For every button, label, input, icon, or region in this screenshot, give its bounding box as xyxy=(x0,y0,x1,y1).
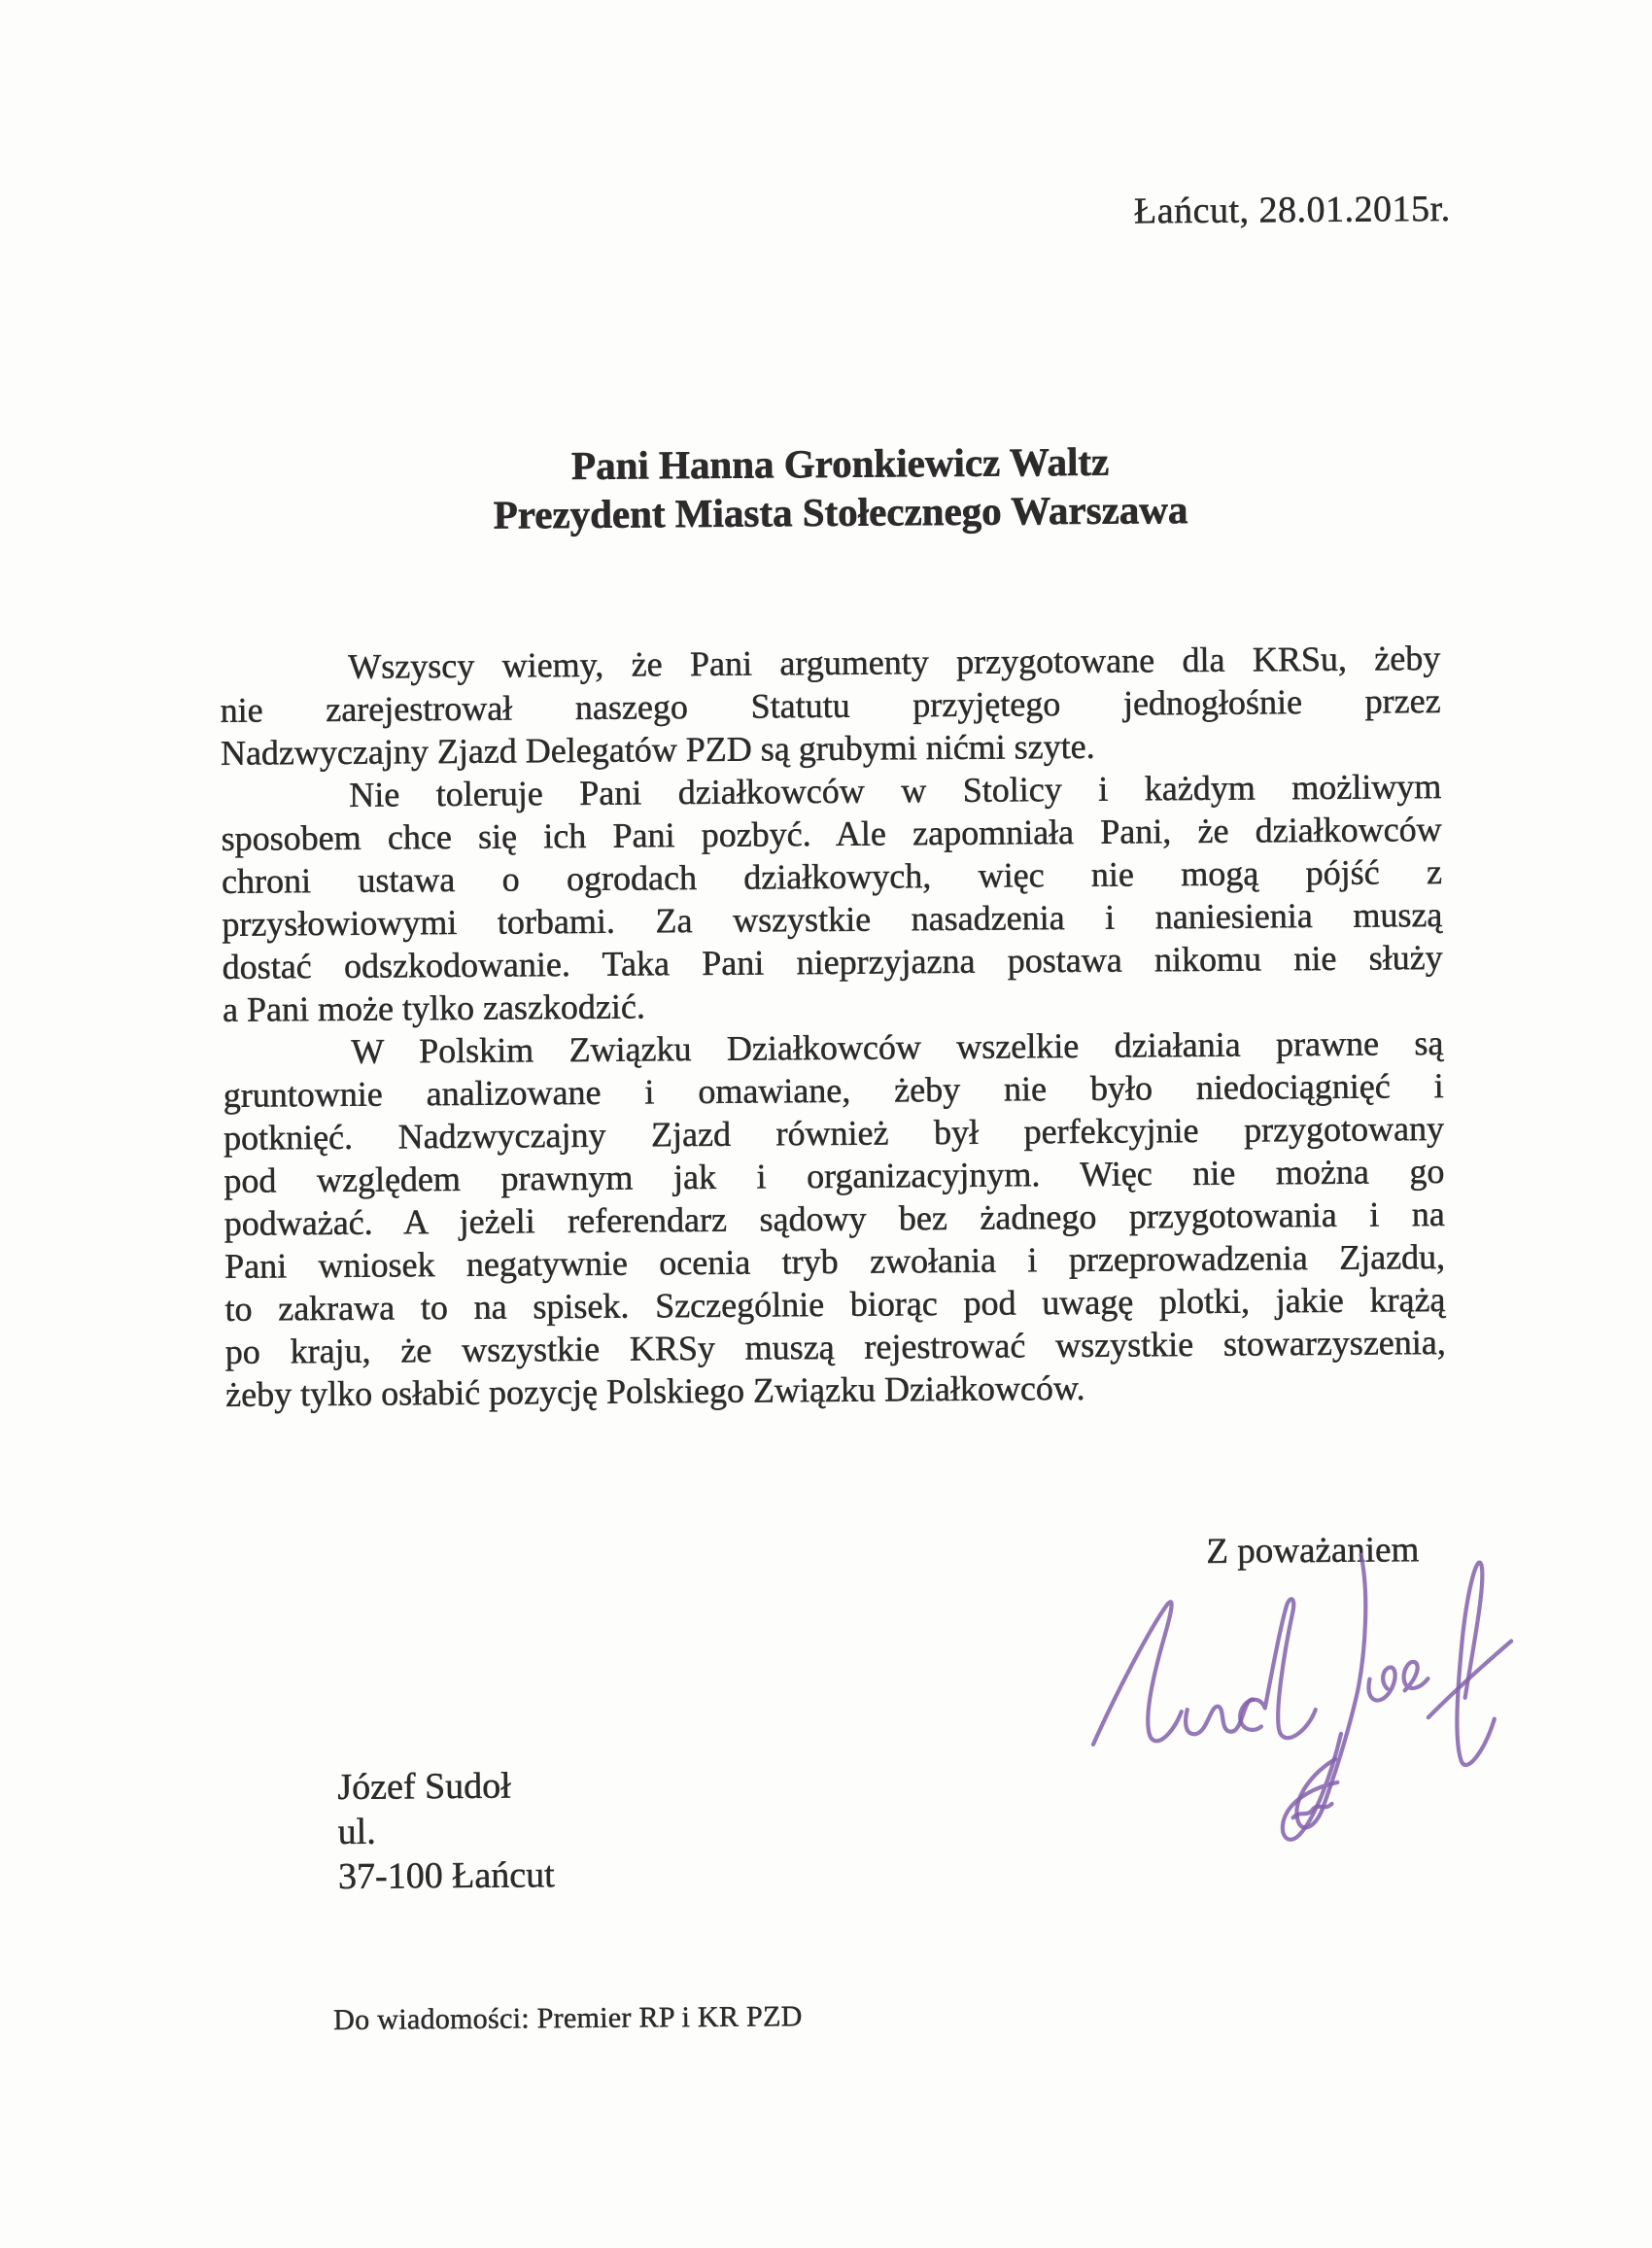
body-line: dostać odszkodowanie. Taka Pani nieprzyjazna postawa nikomu nie służy xyxy=(222,938,1443,986)
body-line: gruntownie analizowane i omawiane, żeby nie było niedociągnięć i xyxy=(223,1066,1444,1115)
body-line: Wszyscy wiemy, że Pani argumenty przygotowane dla KRSu, żeby xyxy=(348,639,1441,686)
paragraph-1 xyxy=(220,637,1441,775)
body-line: pod względem prawnym jak i organizacyjnym. Więc nie można go xyxy=(224,1152,1445,1200)
dateline: Łańcut, 28.01.2015r. xyxy=(1133,188,1451,232)
sender-city: 37-100 Łańcut xyxy=(337,1854,555,1897)
body-line: W Polskim Związku Działkowców wszelkie działania prawne są xyxy=(351,1023,1444,1071)
body-line: to zakrawa to na spisek. Szczególnie biorąc pod uwagę plotki, jakie krążą xyxy=(224,1279,1446,1329)
body-line: a Pani może tylko zaszkodzić. xyxy=(222,986,646,1029)
handwritten-signature xyxy=(1048,1532,1517,1856)
body-line: Nadzwyczajny Zjazd Delegatów PZD są grubymi nićmi szyte. xyxy=(220,726,1095,773)
letter-body xyxy=(220,637,1446,1416)
body-line: chroni ustawa o ogrodach działkowych, więc nie mogą pójść z xyxy=(221,852,1443,901)
sender-street: ul. xyxy=(337,1811,376,1852)
recipient-block xyxy=(14,432,1652,542)
paragraph-2 xyxy=(221,765,1443,1031)
cc-note: Do wiadomości: Premier RP i KR PZD xyxy=(333,2000,803,2037)
recipient-name: Pani Hanna Gronkiewicz Waltz xyxy=(570,438,1110,489)
body-line: żeby tylko osłabić pozycję Polskiego Związku Działkowców. xyxy=(225,1367,1085,1414)
paragraph-3 xyxy=(223,1021,1446,1416)
sender-name: Józef Sudoł xyxy=(337,1765,511,1808)
closing-salutation: Z poważaniem xyxy=(1206,1530,1420,1572)
body-line: Pani wniosek negatywnie ocenia tryb zwołania i przeprowadzenia Zjazdu, xyxy=(224,1237,1446,1286)
sender-block xyxy=(337,1763,555,1899)
body-line: potknięć. Nadzwyczajny Zjazd również był perfekcyjnie przygotowany xyxy=(223,1109,1445,1158)
body-line: sposobem chce się ich Pani pozbyć. Ale zapomniała Pani, że działkowców xyxy=(221,810,1442,858)
body-line: podważać. A jeżeli referendarz sądowy bez żadnego przygotowania i na xyxy=(224,1194,1445,1243)
recipient-title: Prezydent Miasta Stołecznego Warszawa xyxy=(493,487,1188,537)
body-line: nie zarejestrował naszego Statutu przyjętego jednogłośnie przez xyxy=(220,681,1441,730)
body-line: Nie toleruje Pani działkowców w Stolicy i każdym możliwym xyxy=(349,767,1442,814)
body-line: po kraju, że wszystkie KRSy muszą rejestrować wszystkie stowarzyszenia, xyxy=(224,1322,1446,1371)
body-line: przysłowiowymi torbami. Za wszystkie nasadzenia i naniesienia muszą xyxy=(222,895,1443,944)
